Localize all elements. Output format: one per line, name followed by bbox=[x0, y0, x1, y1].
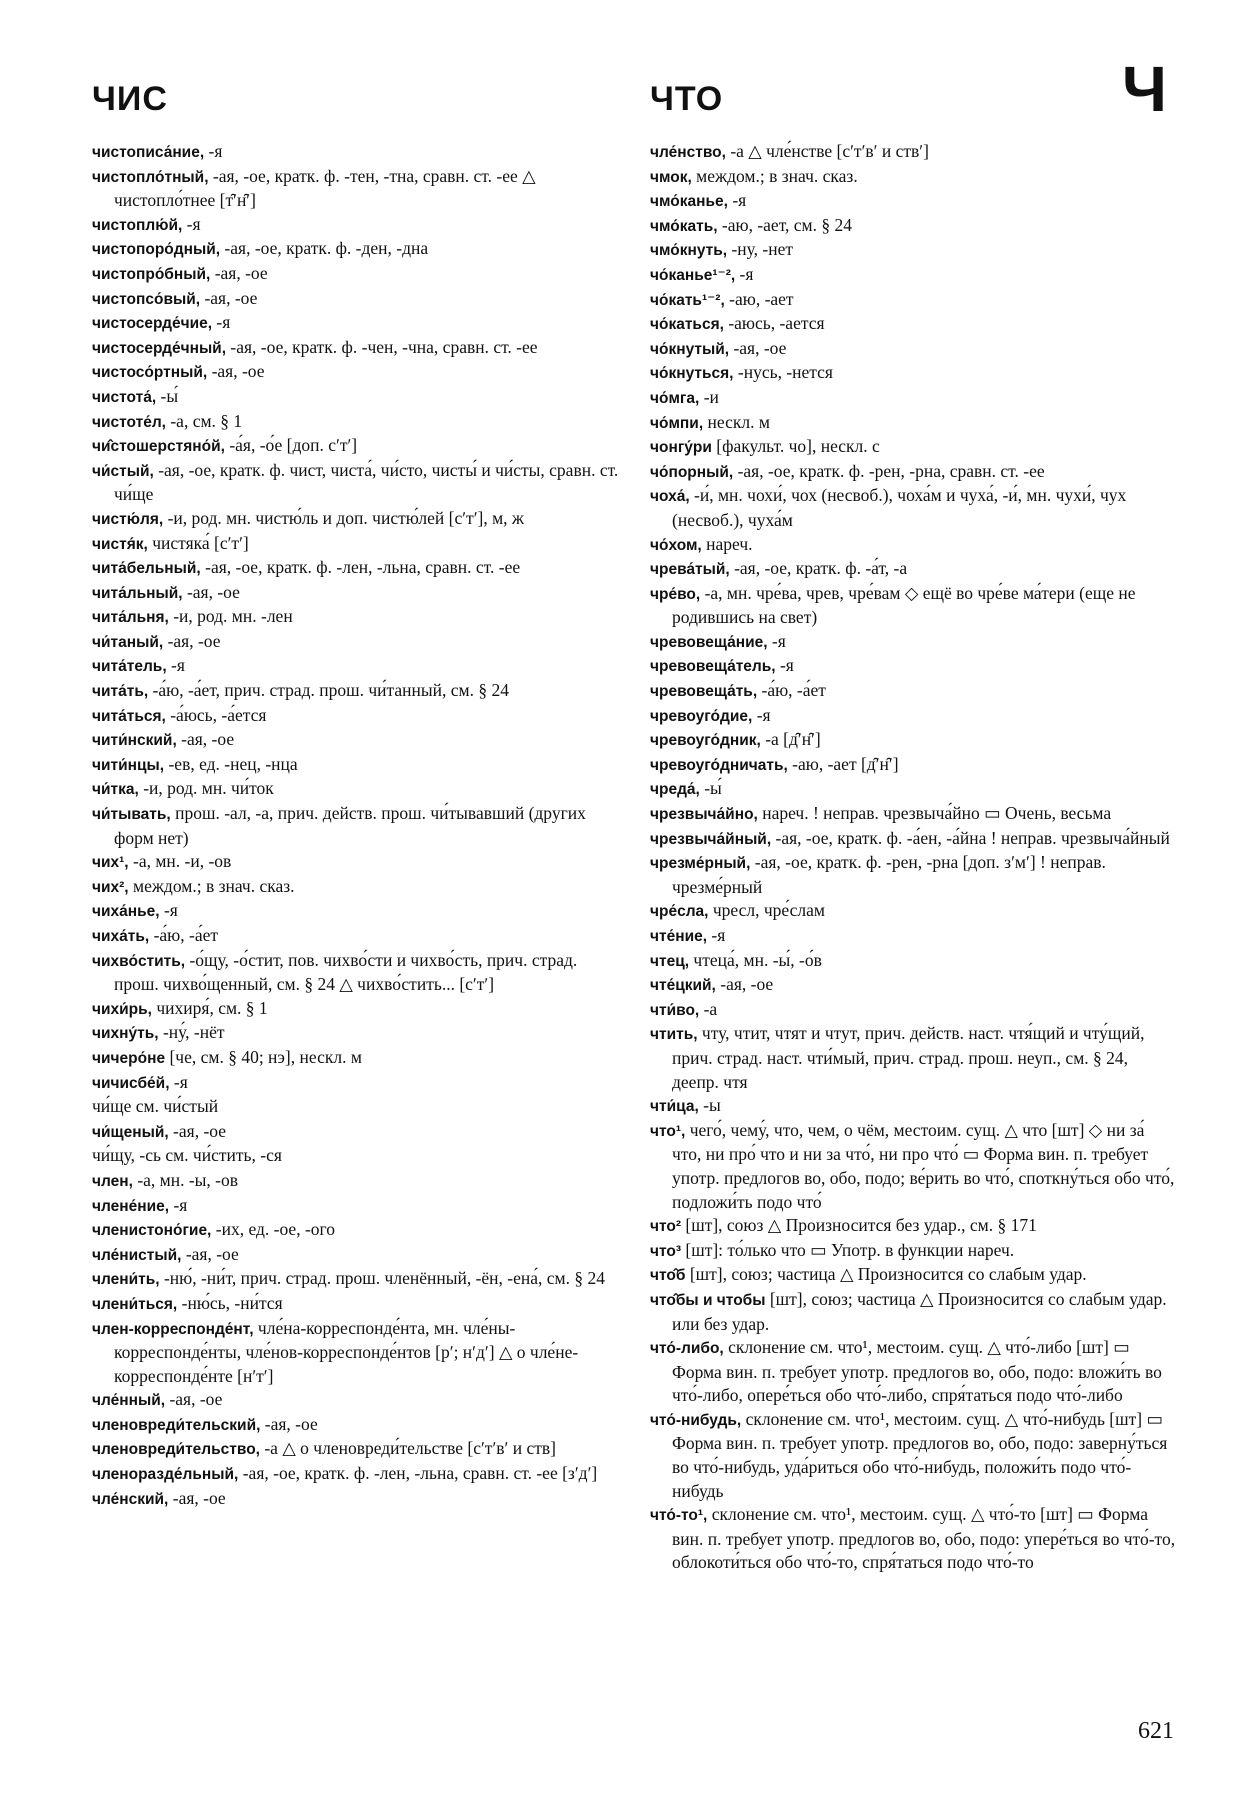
dictionary-entry bbox=[650, 728, 1178, 753]
dictionary-entry bbox=[650, 288, 1178, 313]
entry-body: -ая, -ое bbox=[163, 630, 221, 651]
entry-headword: чистоплю́й, bbox=[92, 216, 183, 234]
dictionary-entry bbox=[92, 949, 620, 997]
dictionary-entry bbox=[92, 262, 620, 287]
dictionary-entry bbox=[650, 1239, 1178, 1264]
entry-body: -ая, -ое bbox=[182, 581, 240, 602]
entry-body: -ев, ед. -нец, -нца bbox=[164, 753, 298, 774]
entry-headword: чрезвыча́йный, bbox=[650, 830, 772, 848]
entry-headword: чле́нство, bbox=[650, 144, 726, 161]
entry-headword: чревоуго́дничать, bbox=[650, 756, 788, 774]
entry-body: -я bbox=[767, 630, 786, 651]
dictionary-entry bbox=[92, 1144, 620, 1169]
dictionary-entry bbox=[650, 1119, 1178, 1214]
entry-headword: чревовеща́тель, bbox=[650, 658, 776, 676]
entry-headword: чреда́, bbox=[650, 781, 700, 799]
entry-body: -ню́, -ни́т, прич. страд. прош. членённый, -ён, -ена́, см. § 24 bbox=[159, 1268, 605, 1289]
entry-body: -аюсь, -ается bbox=[723, 313, 825, 334]
dictionary-entry bbox=[92, 1046, 620, 1071]
entry-body: -а́ю, -а́ет bbox=[757, 680, 826, 701]
dictionary-entry bbox=[650, 654, 1178, 679]
entry-headword: чи́тывать, bbox=[92, 806, 171, 824]
entry-headword: чихи́рь, bbox=[92, 1000, 152, 1018]
entry-headword: чмо́кнуть, bbox=[650, 242, 728, 260]
entry-body: чего́, чему́, что, чем, о чём, местоим. сущ. △ что [шт] ◇ ни за́ что, ни про́ что и ни за что́, ни про что́ ▭ Форма вин. п. требует употр. предлогов во, обо, подо; ве́рить во что́, споткну́ться обо что́, подложи́ть подо что́ bbox=[672, 1119, 1175, 1212]
dictionary-entry bbox=[92, 1243, 620, 1268]
dictionary-entry bbox=[92, 1388, 620, 1413]
entry-body: чресл, чре́слам bbox=[708, 900, 825, 921]
entry-headword: чити́нский, bbox=[92, 732, 177, 750]
entry-headword: чистю́ля, bbox=[92, 510, 164, 528]
entry-body: чле́на-корреспонде́нта, мн. чле́ны-корреспонде́нты, чле́нов-корреспонде́нтов [рʹ; нʹдʹ] △ о чле́не-корреспонде́нте [нʹтʹ] bbox=[114, 1317, 579, 1386]
entry-headword: чи̂стошерстяно́й, bbox=[92, 438, 225, 456]
dictionary-entry bbox=[650, 1336, 1178, 1408]
dictionary-entry bbox=[650, 386, 1178, 411]
entry-headword: чиха́нье, bbox=[92, 903, 160, 921]
entry-headword: чте́цкий, bbox=[650, 977, 716, 995]
entry-headword: чи́таный, bbox=[92, 633, 164, 651]
dictionary-entry bbox=[92, 532, 620, 557]
dictionary-entry bbox=[650, 949, 1178, 974]
entry-headword: чти́во, bbox=[650, 1001, 700, 1019]
dictionary-entry bbox=[92, 385, 620, 410]
entry-body: -а △ чле́нстве [сʹтʹвʹ и ствʹ] bbox=[725, 141, 929, 161]
entry-body: -я bbox=[169, 1071, 188, 1092]
dictionary-entry bbox=[650, 337, 1178, 362]
entry-body: -ая, -ое bbox=[729, 337, 787, 358]
entry-headword: чоха́, bbox=[650, 488, 690, 506]
entry-headword: чи́щеный, bbox=[92, 1123, 169, 1141]
dictionary-entry bbox=[92, 704, 620, 729]
dictionary-entry bbox=[650, 704, 1178, 729]
dictionary-entry bbox=[92, 556, 620, 581]
dictionary-entry bbox=[650, 533, 1178, 558]
entry-body: -а́ю, -а́ет, прич. страд. прош. чи́танный, см. § 24 bbox=[148, 680, 509, 701]
dictionary-entry bbox=[92, 581, 620, 606]
dictionary-entry bbox=[650, 1503, 1178, 1575]
entry-body: -я bbox=[775, 655, 794, 676]
entry-body: -а́я, -о́е [доп. сʹтʹ] bbox=[224, 435, 358, 456]
entry-headword: чо́хом, bbox=[650, 536, 702, 554]
entry-headword: чиха́ть, bbox=[92, 928, 150, 945]
entry-body: -я bbox=[169, 1194, 188, 1215]
entry-body: -я bbox=[166, 655, 185, 676]
page-number: 621 bbox=[1138, 1718, 1174, 1744]
dictionary-entry bbox=[92, 165, 620, 213]
dictionary-entry bbox=[92, 1462, 620, 1487]
entry-body: -а́юсь, -а́ется bbox=[165, 704, 267, 725]
entry-headword: чистопро́бный, bbox=[92, 265, 211, 283]
dictionary-entry bbox=[92, 899, 620, 924]
entry-headword: что́-то¹, bbox=[650, 1507, 708, 1525]
entry-headword: что́-либо, bbox=[650, 1340, 724, 1358]
entry-body: -я bbox=[212, 312, 231, 333]
entry-headword: чо́кнуться, bbox=[650, 365, 734, 383]
entry-headword: чре́сла, bbox=[650, 903, 709, 921]
entry-body: -аю, -ает bbox=[724, 288, 794, 309]
entry-headword: чистопсо́вый, bbox=[92, 290, 201, 308]
entry-body: -я bbox=[159, 900, 178, 921]
entry-body: -ая, -ое bbox=[165, 1389, 223, 1410]
dictionary-entry bbox=[92, 679, 620, 704]
dictionary-entry bbox=[650, 582, 1178, 630]
dictionary-entry bbox=[650, 165, 1178, 190]
entry-body: -а, мн. -ы, -ов bbox=[132, 1169, 239, 1190]
entry-body: -ая, -ое, кратк. ф. чист, чиста́, чи́сто, чисты́ и чи́сты, сравн. ст. чи́ще bbox=[114, 459, 619, 505]
entry-headword: чмо́кать, bbox=[650, 217, 718, 235]
entry-headword: чревовеща́ть, bbox=[650, 683, 758, 701]
entry-headword: чо́мпи, bbox=[650, 414, 704, 432]
entry-body: -ая, -ое bbox=[260, 1413, 318, 1434]
entry-headword: чонгу́ри bbox=[650, 439, 712, 457]
dictionary-entry bbox=[92, 1437, 620, 1462]
dictionary-entry bbox=[92, 1487, 620, 1512]
dictionary-entry bbox=[650, 484, 1178, 532]
dictionary-entry bbox=[92, 1194, 620, 1219]
dictionary-entry bbox=[92, 605, 620, 630]
dictionary-entry bbox=[92, 410, 620, 435]
entry-headword: член, bbox=[92, 1172, 133, 1190]
entry-headword: чо́каться, bbox=[650, 316, 724, 334]
entry-headword: что̂б bbox=[650, 1267, 686, 1285]
entry-body: -нусь, -нется bbox=[733, 362, 833, 383]
entry-body: -ы́ bbox=[699, 778, 722, 799]
dictionary-entry bbox=[92, 336, 620, 361]
dictionary-entry bbox=[650, 924, 1178, 949]
entry-body: -я bbox=[707, 925, 726, 945]
entry-body: -и, род. мн. чи́ток bbox=[138, 778, 274, 799]
entry-body: -ая, -ое bbox=[207, 361, 265, 382]
entry-headword: чрезвыча́йно, bbox=[650, 806, 758, 824]
dictionary-entry bbox=[92, 1317, 620, 1389]
dictionary-entry bbox=[92, 777, 620, 802]
entry-headword: член-корреспонде́нт, bbox=[92, 1320, 254, 1338]
entry-body: -ая, -ое, кратк. ф. -ден, -дна bbox=[220, 238, 429, 259]
left-column bbox=[92, 140, 620, 1511]
entry-headword: чрева́тый, bbox=[650, 561, 730, 579]
entry-body: [че, см. § 40; нэ], нескл. м bbox=[165, 1046, 362, 1067]
entry-body: -и, род. мн. -лен bbox=[168, 606, 293, 627]
section-letter: Ч bbox=[1122, 53, 1167, 125]
dictionary-entry bbox=[92, 850, 620, 875]
entry-headword: чихну́ть, bbox=[92, 1025, 159, 1043]
entry-headword: чревоуго́дие, bbox=[650, 707, 753, 725]
dictionary-entry bbox=[92, 507, 620, 532]
entry-body: -ну́, -нёт bbox=[158, 1022, 225, 1043]
entry-body: чтеца́, мн. -ы́, -о́в bbox=[689, 949, 822, 970]
entry-body: -ая, -ое bbox=[168, 1120, 226, 1141]
dictionary-entry bbox=[92, 1071, 620, 1096]
entry-headword: чистопло́тный, bbox=[92, 168, 209, 186]
entry-body: -ы́ bbox=[156, 385, 179, 406]
dictionary-entry bbox=[92, 924, 620, 949]
dictionary-entry bbox=[92, 1169, 620, 1194]
entry-headword: чита́бельный, bbox=[92, 560, 201, 578]
entry-headword: что̂бы и чтобы bbox=[650, 1291, 766, 1309]
entry-headword: чита́льный, bbox=[92, 584, 183, 602]
dictionary-entry bbox=[92, 237, 620, 262]
dictionary-entry bbox=[650, 802, 1178, 827]
entry-body: нескл. м bbox=[703, 411, 770, 432]
dictionary-entry bbox=[650, 899, 1178, 924]
dictionary-entry bbox=[92, 1413, 620, 1438]
entry-headword: чмок, bbox=[650, 168, 692, 186]
entry-body: -аю, -ает, см. § 24 bbox=[717, 214, 853, 235]
entry-headword: членистоно́гие, bbox=[92, 1222, 212, 1240]
entry-headword: членовреди́тельский, bbox=[92, 1416, 261, 1434]
entry-body: -а, мн. чре́ва, чрев, чре́вам ◇ ещё во чре́ве ма́тери (еще не родившись на свет) bbox=[672, 582, 1136, 628]
entry-headword: что³ bbox=[650, 1242, 682, 1260]
entry-headword: чмо́канье, bbox=[650, 193, 728, 211]
entry-body: -я bbox=[727, 190, 747, 211]
dictionary-entry bbox=[650, 1214, 1178, 1239]
entry-body: склонение см. что¹, местоим. сущ. △ что́-то [шт] ▭ Форма вин. п. требует употр. предлогов во, обо, подо: упере́ться во что́-то, облокоти́ться обо что́-то, спря́таться подо что́-то bbox=[672, 1504, 1176, 1573]
entry-headword: чих¹, bbox=[92, 854, 129, 872]
entry-headword: что¹, bbox=[650, 1122, 686, 1140]
entry-headword: чле́нский, bbox=[92, 1490, 169, 1508]
entry-headword: чле́нный, bbox=[92, 1392, 166, 1410]
dictionary-entry bbox=[650, 263, 1178, 288]
dictionary-entry bbox=[650, 1408, 1178, 1503]
dictionary-entry bbox=[92, 997, 620, 1022]
entry-body: чи́щу, -сь см. чи́стить, -ся bbox=[92, 1145, 282, 1166]
dictionary-entry bbox=[92, 654, 620, 679]
entry-body: [шт], союз; частица △ Произносится со слабым удар. или без удар. bbox=[672, 1288, 1167, 1334]
entry-body: -ню́сь, -ни́тся bbox=[177, 1292, 283, 1313]
entry-body: -и bbox=[699, 386, 719, 407]
dictionary-entry bbox=[650, 238, 1178, 263]
dictionary-entry bbox=[92, 802, 620, 850]
entry-body: -ая, -ое bbox=[181, 1243, 239, 1264]
entry-body: -о́щу, -о́стит, пов. чихво́сти и чихво́сть, прич. страд. прош. чихво́щенный, см. § 24 △ чихво́стить... [сʹтʹ] bbox=[114, 949, 578, 995]
entry-headword: чи́тка, bbox=[92, 781, 139, 799]
dictionary-entry bbox=[650, 777, 1178, 802]
entry-body: -ы bbox=[698, 1095, 721, 1116]
entry-headword: члени́ть, bbox=[92, 1271, 160, 1289]
entry-body: -я bbox=[182, 213, 201, 234]
dictionary-entry bbox=[92, 434, 620, 459]
entry-headword: чистосерде́чный, bbox=[92, 339, 227, 357]
entry-headword: чити́нцы, bbox=[92, 756, 165, 774]
entry-body: склонение см. что¹, местоим. сущ. △ что́-либо [шт] ▭ Форма вин. п. требует употр. предлогов во, обо, подо: вложи́ть во что́-либо, опере́ться обо что́-либо, спря́таться подо что́-либо bbox=[672, 1337, 1162, 1406]
entry-headword: чита́ть, bbox=[92, 683, 149, 701]
entry-headword: чита́тель, bbox=[92, 658, 167, 676]
entry-body: [факульт. чо], нескл. с bbox=[711, 436, 880, 457]
dictionary-entry bbox=[650, 679, 1178, 704]
dictionary-entry bbox=[650, 435, 1178, 460]
entry-headword: чистоте́л, bbox=[92, 413, 166, 431]
dictionary-entry bbox=[650, 214, 1178, 239]
dictionary-entry bbox=[650, 753, 1178, 778]
entry-headword: чти́ца, bbox=[650, 1098, 699, 1116]
entry-body: -ая, -ое, кратк. ф. -лен, -льна, сравн. ст. -ее [зʹдʹ] bbox=[238, 1463, 598, 1484]
entry-body: -ая, -ое, кратк. ф. -лен, -льна, сравн. ст. -ее bbox=[200, 557, 521, 578]
entry-headword: чо́кнутый, bbox=[650, 340, 730, 358]
entry-headword: чле́нистый, bbox=[92, 1246, 182, 1264]
dictionary-entry bbox=[650, 1022, 1178, 1094]
dictionary-entry bbox=[650, 1094, 1178, 1119]
entry-body: -ая, -ое bbox=[168, 1487, 226, 1508]
entry-headword: чо́канье¹⁻², bbox=[650, 266, 736, 284]
dictionary-entry bbox=[92, 1292, 620, 1317]
dictionary-entry bbox=[92, 1021, 620, 1046]
entry-body: -ая, -ое, кратк. ф. -рен, -рна [доп. зʹмʹ] ! неправ. чрезме́рный bbox=[672, 852, 1106, 897]
entry-headword: чрезме́рный, bbox=[650, 855, 751, 873]
entry-body: нареч. ! неправ. чрезвыча́йно ▭ Очень, весьма bbox=[757, 803, 1112, 824]
right-column bbox=[650, 140, 1178, 1575]
entry-headword: чистосерде́чие, bbox=[92, 315, 213, 333]
entry-headword: члене́ние, bbox=[92, 1197, 170, 1215]
dictionary-entry bbox=[650, 557, 1178, 582]
entry-body: чихиря́, см. § 1 bbox=[151, 997, 268, 1018]
dictionary-entry bbox=[650, 630, 1178, 655]
dictionary-entry bbox=[650, 1263, 1178, 1288]
entry-headword: чо́мга, bbox=[650, 389, 700, 407]
entry-body: -я bbox=[204, 141, 223, 161]
entry-headword: что² bbox=[650, 1218, 682, 1236]
entry-body: -я bbox=[735, 263, 754, 284]
entry-headword: что́-нибудь, bbox=[650, 1411, 742, 1429]
dictionary-entry bbox=[650, 312, 1178, 337]
entry-body: междом.; в знач. сказ. bbox=[691, 165, 858, 186]
entry-headword: чревоуго́дник, bbox=[650, 732, 761, 750]
entry-body: -ая, -ое, кратк. ф. -рен, -рна, сравн. ст. -ее bbox=[733, 460, 1045, 481]
dictionary-entry bbox=[92, 1218, 620, 1243]
entry-headword: чо́порный, bbox=[650, 463, 734, 481]
entry-body: -ая, -ое, кратк. ф. -а́ен, -а́йна ! неправ. чрезвыча́йный bbox=[771, 827, 1170, 848]
entry-headword: чте́ние, bbox=[650, 928, 708, 945]
running-head-right: ЧТО bbox=[650, 80, 724, 118]
dictionary-entry bbox=[92, 753, 620, 778]
entry-headword: чтить, bbox=[650, 1026, 698, 1044]
dictionary-entry bbox=[650, 140, 1178, 165]
entry-headword: членоразде́льный, bbox=[92, 1466, 239, 1484]
entry-headword: чистопоро́дный, bbox=[92, 241, 221, 259]
dictionary-entry bbox=[92, 140, 620, 165]
dictionary-entry bbox=[650, 411, 1178, 436]
dictionary-entry bbox=[92, 459, 620, 507]
entry-body: -а △ о членовреди́тельстве [сʹтʹвʹ и ств] bbox=[259, 1438, 556, 1459]
entry-body: междом.; в знач. сказ. bbox=[128, 875, 295, 896]
dictionary-entry bbox=[650, 851, 1178, 899]
entry-body: прош. -ал, -а, прич. действ. прош. чи́тывавший (других форм нет) bbox=[114, 803, 586, 848]
entry-body: -а, см. § 1 bbox=[165, 410, 243, 431]
dictionary-entry bbox=[92, 311, 620, 336]
dictionary-entry bbox=[92, 728, 620, 753]
dictionary-entry bbox=[650, 1288, 1178, 1336]
entry-headword: членовреди́тельство, bbox=[92, 1441, 260, 1459]
entry-headword: чре́во, bbox=[650, 585, 701, 603]
entry-headword: чичисбе́й, bbox=[92, 1074, 170, 1092]
entry-headword: чтец, bbox=[650, 952, 690, 970]
dictionary-entry bbox=[92, 875, 620, 900]
entry-body: -ая, -ое bbox=[210, 262, 268, 283]
entry-headword: чистя́к, bbox=[92, 535, 148, 553]
entry-headword: чистосо́ртный, bbox=[92, 364, 208, 382]
entry-body: -и́, мн. чохи́, чох (несвоб.), чоха́м и чуха́, -и́, мн. чухи́, чух (несвоб.), чуха́м bbox=[672, 485, 1127, 530]
entry-body: -ну, -нет bbox=[727, 239, 794, 260]
dictionary-entry bbox=[92, 1267, 620, 1292]
dictionary-entry bbox=[650, 189, 1178, 214]
entry-body: -а, мн. -и, -ов bbox=[128, 851, 232, 872]
entry-body: -а [д̑ʹн̑ʹ] bbox=[760, 729, 821, 750]
dictionary-entry bbox=[92, 213, 620, 238]
entry-body: -и, род. мн. чистю́ль и доп. чистю́лей [сʹтʹ], м, ж bbox=[163, 507, 525, 528]
entry-body: -ая, -ое bbox=[176, 729, 235, 750]
entry-headword: члени́ться, bbox=[92, 1295, 178, 1313]
entry-body: -ая, -ое bbox=[200, 287, 258, 308]
entry-body: -ая, -ое bbox=[715, 974, 774, 995]
dictionary-entry bbox=[92, 630, 620, 655]
entry-headword: чревовеща́ние, bbox=[650, 633, 768, 651]
entry-headword: чичеро́не bbox=[92, 1049, 166, 1067]
entry-headword: чо́кать¹⁻², bbox=[650, 291, 725, 309]
dictionary-entry bbox=[92, 1120, 620, 1145]
entry-body: -их, ед. -ое, -ого bbox=[211, 1219, 336, 1240]
entry-body: [шт]: то́лько что ▭ Употр. в функции нареч. bbox=[681, 1239, 1015, 1260]
dictionary-entry bbox=[92, 360, 620, 385]
running-head-left: ЧИС bbox=[92, 80, 168, 118]
entry-headword: чита́льня, bbox=[92, 609, 169, 627]
dictionary-entry bbox=[650, 460, 1178, 485]
entry-body: -ая, -ое, кратк. ф. -тен, -тна, сравн. ст. -ее △ чистопло́тнее [т̑ʹн̑ʹ] bbox=[114, 165, 536, 211]
entry-headword: чита́ться, bbox=[92, 707, 166, 725]
entry-body: -а bbox=[699, 998, 718, 1019]
entry-body: чистяка́ [сʹтʹ] bbox=[147, 532, 249, 553]
dictionary-entry bbox=[650, 973, 1178, 998]
entry-body: [шт], союз; частица △ Произносится со слабым удар. bbox=[685, 1264, 1087, 1285]
entry-body: -а́ю, -а́ет bbox=[149, 925, 219, 945]
entry-body: чту, чтит, чтят и чтут, прич. действ. наст. чтя́щий и чту́щий, прич. страд. наст. чти́мый, прич. страд. прош. неуп., см. § 24, деепр. чтя bbox=[672, 1023, 1145, 1092]
dictionary-entry bbox=[650, 998, 1178, 1023]
dictionary-entry bbox=[650, 361, 1178, 386]
entry-body: нареч. bbox=[701, 533, 753, 554]
entry-headword: чих², bbox=[92, 878, 129, 896]
dictionary-entry bbox=[92, 1095, 620, 1120]
dictionary-entry bbox=[92, 287, 620, 312]
entry-headword: чи́стый, bbox=[92, 462, 154, 480]
dictionary-entry bbox=[650, 827, 1178, 852]
entry-body: -я bbox=[752, 704, 771, 725]
entry-body: -ая, -ое, кратк. ф. -чен, -чна, сравн. ст. -ее bbox=[226, 336, 538, 357]
entry-body: -ая, -ое, кратк. ф. -а́т, -а bbox=[729, 558, 908, 579]
entry-body: [шт], союз △ Произносится без удар., см. § 171 bbox=[681, 1215, 1037, 1236]
entry-headword: чистота́, bbox=[92, 388, 157, 406]
entry-body: чи́ще см. чи́стый bbox=[92, 1096, 219, 1117]
entry-body: -аю, -ает [д̑ʹн̑ʹ] bbox=[787, 753, 899, 774]
entry-headword: чистописа́ние, bbox=[92, 144, 205, 161]
entry-headword: чихво́стить, bbox=[92, 952, 186, 970]
entry-body: склонение см. что¹, местоим. сущ. △ что́-нибудь [шт] ▭ Форма вин. п. требует употр. предлогов во, обо, подо: заверну́ться во что́-нибудь, уда́риться обо что́-нибудь, положи́ть подо что́-нибудь bbox=[672, 1408, 1168, 1501]
